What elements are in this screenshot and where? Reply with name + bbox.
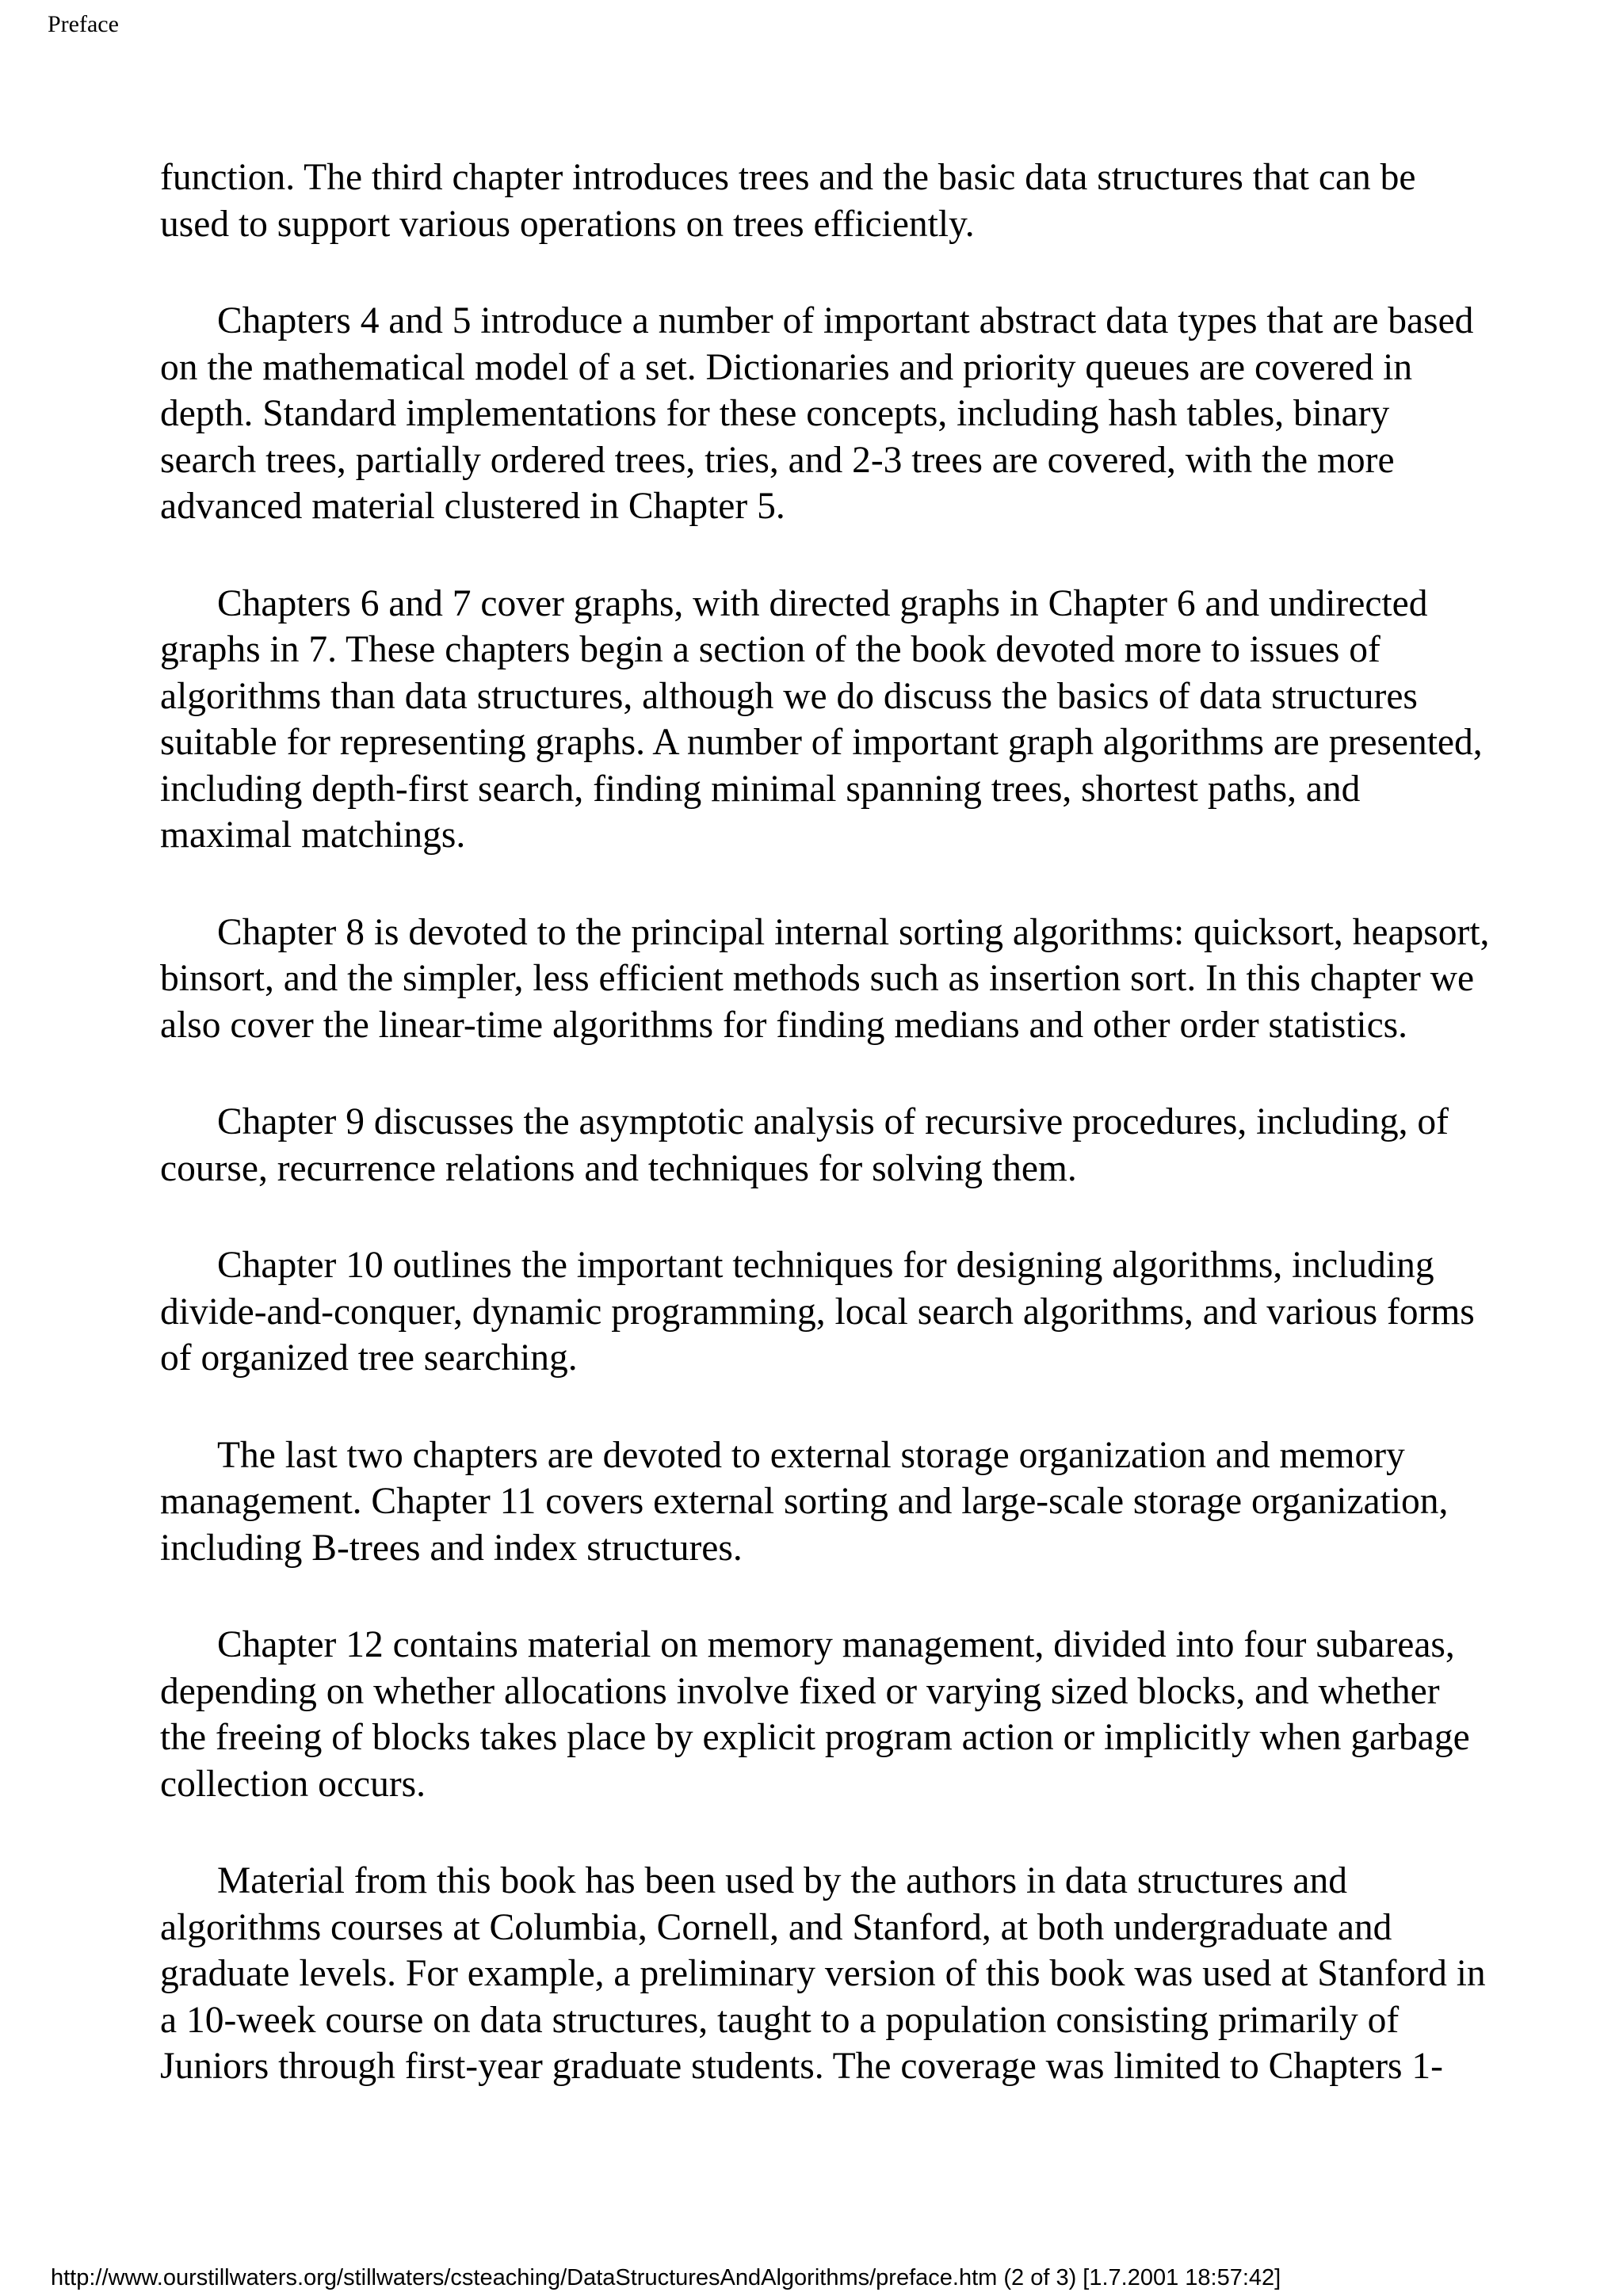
paragraph: Chapter 8 is devoted to the principal internal sorting algorithms: quicksort, heapsort, binsort, and the simpler, less efficient methods such as insertion sort. In this chapter we also cover the linear-time algorithms for finding medians and other order statistics. [160, 911, 1490, 1046]
page-header-title: Preface [48, 11, 119, 37]
paragraph: The last two chapters are devoted to external storage organization and memory management. Chapter 11 covers external sorting and large-scale storage organization, including B-trees and index structures. [160, 1434, 1449, 1569]
paragraph: Chapter 12 contains material on memory management, divided into four subareas, depending on whether allocations involve fixed or varying sized blocks, and whether the freeing of blocks takes place by explicit program action or implicitly when garbage collection occurs. [160, 1624, 1470, 1805]
paragraph: Chapter 10 outlines the important techniques for designing algorithms, including divide-and-conquer, dynamic programming, local search algorithms, and various forms of organized tree searching. [160, 1245, 1475, 1379]
paragraph: Chapter 9 discusses the asymptotic analysis of recursive procedures, including, of course, recurrence relations and techniques for solving them. [160, 1101, 1449, 1189]
page-footer-url: http://www.ourstillwaters.org/stillwaters/csteaching/DataStructuresAndAlgorithms/preface.htm (2 of 3) [1.7.2001 18:57:42] [51, 2265, 1281, 2290]
paragraph: Chapters 4 and 5 introduce a number of important abstract data types that are based on the mathematical model of a set. Dictionaries and priority queues are covered in depth. Standard implementations for these concepts, including hash tables, binary search trees, partially ordered trees, tries, and 2-3 trees are covered, with the more advanced material clustered in Chapter 5. [160, 300, 1474, 527]
paragraph: Material from this book has been used by the authors in data structures and algorithms courses at Columbia, Cornell, and Stanford, at both undergraduate and graduate levels. For example, a preliminary version of this book was used at Stanford in a 10-week course on data structures, taught to a population consisting primarily of Juniors through first-year graduate students. The coverage was limited to Chapters 1- [160, 1860, 1486, 2087]
document-body [160, 154, 1491, 2090]
paragraph: Chapters 6 and 7 cover graphs, with directed graphs in Chapter 6 and undirected graphs in 7. These chapters begin a section of the book devoted more to issues of algorithms than data structures, although we do discuss the basics of data structures suitable for representing graphs. A number of important graph algorithms are presented, including depth-first search, finding minimal spanning trees, shortest paths, and maximal matchings. [160, 582, 1483, 856]
paragraph: function. The third chapter introduces trees and the basic data structures that can be used to support various operations on trees efficiently. [160, 157, 1416, 245]
